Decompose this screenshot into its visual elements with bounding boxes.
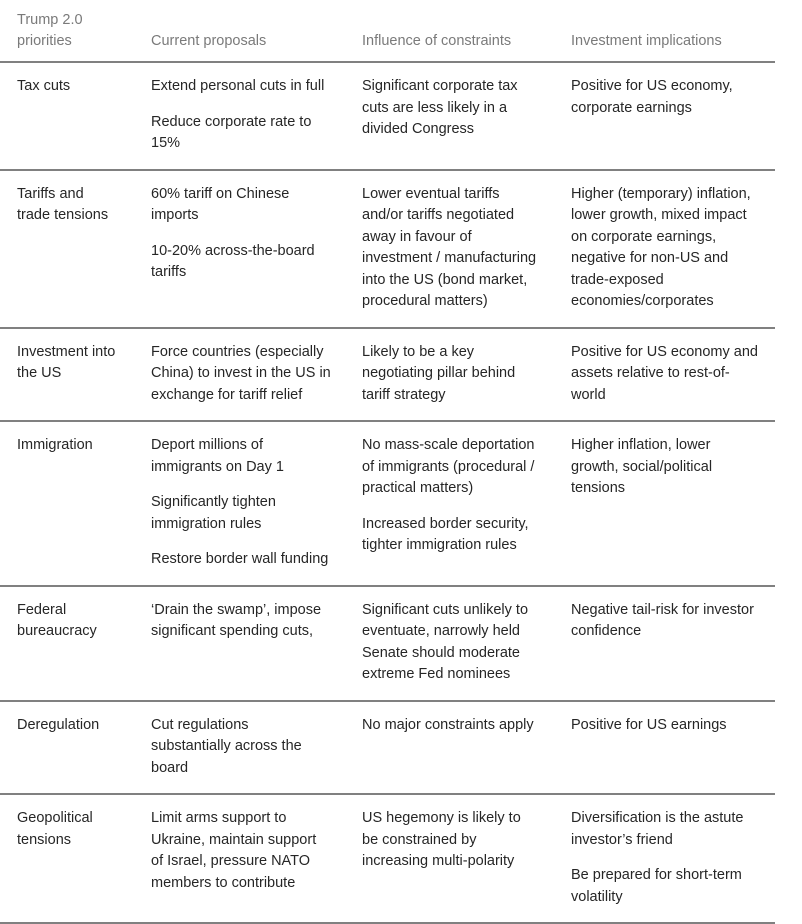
cell-paragraph: US hegemony is likely to be constrained by increasing multi-polarity (362, 810, 521, 869)
cell-paragraph: Diversification is the astute investor’s friend (571, 810, 744, 848)
cell-paragraph: Increased border security, tighter immigration rules (362, 515, 529, 553)
cell-paragraph: Reduce corporate rate to 15% (151, 113, 312, 151)
cell-priority: Federal bureaucracy (0, 586, 135, 701)
cell-current-proposals (135, 328, 347, 422)
table-row (0, 421, 775, 586)
cell-priority: Deregulation (0, 701, 135, 795)
cell-priority: Geopolitical tensions (0, 794, 135, 923)
cell-paragraph: Be prepared for short-term volatility (571, 867, 742, 905)
cell-paragraph: Extend personal cuts in full (151, 78, 325, 94)
cell-paragraph: Force countries (especially China) to invest in the US in exchange for tariff relief (151, 343, 331, 403)
cell-investment-implications (556, 421, 775, 586)
cell-paragraph: 60% tariff on Chinese imports (151, 185, 290, 223)
table-row (0, 701, 775, 795)
cell-priority: Tariffs and trade tensions (0, 170, 135, 328)
cell-paragraph: ‘Drain the swamp’, impose significant spending cuts, (151, 601, 322, 639)
cell-influence-of-constraints (347, 62, 556, 170)
cell-paragraph: Likely to be a key negotiating pillar behind tariff strategy (362, 343, 516, 403)
cell-priority: Immigration (0, 421, 135, 586)
cell-current-proposals (135, 170, 347, 328)
cell-paragraph: Positive for US economy and assets relative to rest-of-world (571, 343, 758, 403)
cell-paragraph: Higher (temporary) inflation, lower growth, mixed impact on corporate earnings, negative for non-US and trade-exposed economies/corporates (571, 185, 751, 309)
cell-paragraph: Deport millions of immigrants on Day 1 (151, 437, 284, 475)
column-header-priorities-line1: Trump 2.0 (17, 12, 83, 28)
cell-paragraph: No major constraints apply (362, 716, 534, 733)
cell-paragraph: Significantly tighten immigration rules (151, 494, 276, 532)
cell-priority: Investment into the US (0, 328, 135, 422)
cell-current-proposals (135, 701, 347, 795)
table-row (0, 170, 775, 328)
cell-current-proposals (135, 586, 347, 701)
column-header-investment-implications: Investment implications (556, 0, 775, 62)
column-header-influence-of-constraints: Influence of constraints (347, 0, 556, 62)
cell-influence-of-constraints (347, 421, 556, 586)
column-header-priorities-line2: priorities (17, 33, 72, 49)
cell-influence-of-constraints (347, 794, 556, 923)
cell-paragraph: Positive for US earnings (571, 716, 727, 733)
cell-paragraph: No mass-scale deportation of immigrants (procedural / practical matters) (362, 437, 535, 496)
cell-paragraph: Cut regulations substantially across the board (151, 716, 302, 776)
cell-paragraph: Restore border wall funding (151, 551, 329, 567)
cell-influence-of-constraints (347, 586, 556, 701)
cell-paragraph: Higher inflation, lower growth, social/political tensions (571, 437, 713, 496)
cell-paragraph: Limit arms support to Ukraine, maintain support of Israel, pressure NATO members to contribute (151, 810, 317, 891)
table-row (0, 794, 775, 923)
cell-paragraph: Positive for US economy, corporate earnings (571, 78, 733, 116)
cell-influence-of-constraints (347, 328, 556, 422)
cell-investment-implications (556, 701, 775, 795)
cell-paragraph: Significant cuts unlikely to eventuate, narrowly held Senate should moderate extreme Fed nominees (362, 601, 529, 682)
cell-investment-implications (556, 586, 775, 701)
cell-paragraph: Significant corporate tax cuts are less likely in a divided Congress (362, 78, 518, 137)
table-row (0, 586, 775, 701)
table-header (0, 0, 775, 62)
cell-paragraph: 10-20% across-the-board tariffs (151, 242, 315, 280)
table-row (0, 62, 775, 170)
cell-investment-implications (556, 170, 775, 328)
cell-current-proposals (135, 421, 347, 586)
cell-influence-of-constraints (347, 170, 556, 328)
cell-investment-implications (556, 62, 775, 170)
table-row (0, 328, 775, 422)
cell-current-proposals (135, 794, 347, 923)
cell-current-proposals (135, 62, 347, 170)
column-header-priorities (0, 0, 135, 62)
cell-investment-implications (556, 328, 775, 422)
cell-paragraph: Negative tail-risk for investor confidence (571, 601, 754, 639)
cell-paragraph: Lower eventual tariffs and/or tariffs negotiated away in favour of investment / manufacturing into the US (bond market, procedural matters) (362, 185, 537, 309)
cell-influence-of-constraints (347, 701, 556, 795)
cell-investment-implications (556, 794, 775, 923)
table-body (0, 62, 775, 923)
column-header-current-proposals: Current proposals (135, 0, 347, 62)
table-header-row (0, 0, 775, 62)
cell-priority: Tax cuts (0, 62, 135, 170)
